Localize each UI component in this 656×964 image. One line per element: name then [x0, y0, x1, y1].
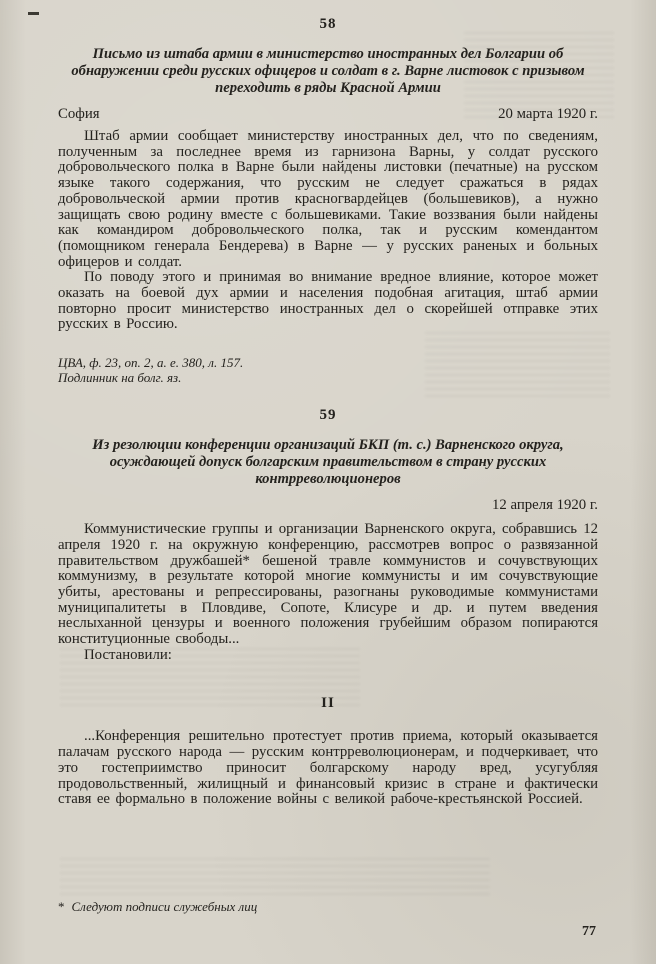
- page-content: [58, 16, 598, 808]
- bleed-through-artifact: [60, 858, 490, 896]
- doc58-paragraph-2: По поводу этого и принимая во внимание вредное влияние, которое может оказать на боевой дух армии и населения подобная агитация, штаб армии повторно просит министерство иностранных дел о скорейшей отправке этих русских в Россию.: [58, 269, 598, 333]
- doc58-archive-reference: ЦВА, ф. 23, оп. 2, а. е. 380, л. 157.: [58, 355, 244, 371]
- footnote-marker: *: [58, 899, 65, 914]
- doc58-heading: Письмо из штаба армии в министерство иностранных дел Болгарии об обнаружении среди русских офицеров и солдат в г. Варне листовок с призывом переходить в ряды Красной Армии: [71, 46, 585, 96]
- doc58-source-block: [58, 355, 598, 385]
- footnote: [58, 899, 257, 914]
- doc58-date: 20 марта 1920 г.: [498, 106, 598, 122]
- doc59-section-numeral: II: [321, 695, 335, 712]
- doc59-heading: Из резолюции конференции организаций БКП (т. с.) Варненского округа, осуждающей допуск болгарским правительством в страну русских контрреволюционеров: [92, 437, 564, 488]
- doc59-number: 59: [319, 407, 337, 424]
- scan-artifact-mark: [28, 12, 39, 15]
- doc58-paragraph-1: Штаб армии сообщает министерству иностранных дел, что по сведениям, полученным за последнее время из гарнизона Варны, у солдат русского добровольческого полка в Варне были найдены листовки (печатные) на русском языке такого содержания, что русским не следует сражаться в рядах добровольческой армии против красногвардейцев (большевиков), а нужно защищать свою родину вместе с большевиками. Такие воззвания были найдены как командиром добровольческого полка, так и русским комендантом (помощником генерала Бендерева) в Варне — у русских раненых и больных офицеров и солдат.: [58, 128, 598, 270]
- doc58-place: София: [58, 106, 100, 122]
- doc59-date: 12 апреля 1920 г.: [491, 497, 598, 514]
- page-number: 77: [582, 924, 596, 939]
- doc59-paragraph-2: ...Конференция решительно протестует против приема, который оказывается палачам русского народа — русским контрреволюционерам, и подчеркивает, что это гостеприимство приносит болгарскому народу вред, усугубляя продовольственный, жилищный и финансовый кризис в стране и фактически ставя ее формально в положение войны с великой рабоче-крестьянской Россией.: [58, 728, 598, 808]
- footnote-text: Следуют подписи служебных лиц: [71, 899, 258, 914]
- doc59-paragraph-1: Коммунистические группы и организации Варненского округа, собравшись 12 апреля 1920 г. на окружную конференцию, рассмотрев вопрос о развязанной правительством дружбашей* бешеной травле коммунистов и сочувствующих коммунизму, в результате которой многие коммунисты и им сочувствующие убиты, арестованы и репрессированы, разогнаны руководимые коммунистами муниципалитеты в Пловдиве, Сопоте, Клисуре и др. и путем введения неслыханной цензуры и военного положения грубейшим образом попираются конституционные свободы...: [58, 521, 598, 648]
- doc58-dateline: [58, 106, 598, 122]
- doc58-original-language-note: Подлинник на болг. яз.: [58, 370, 182, 386]
- doc59-resolution-label: Постановили:: [84, 646, 172, 663]
- doc58-number: 58: [319, 16, 337, 32]
